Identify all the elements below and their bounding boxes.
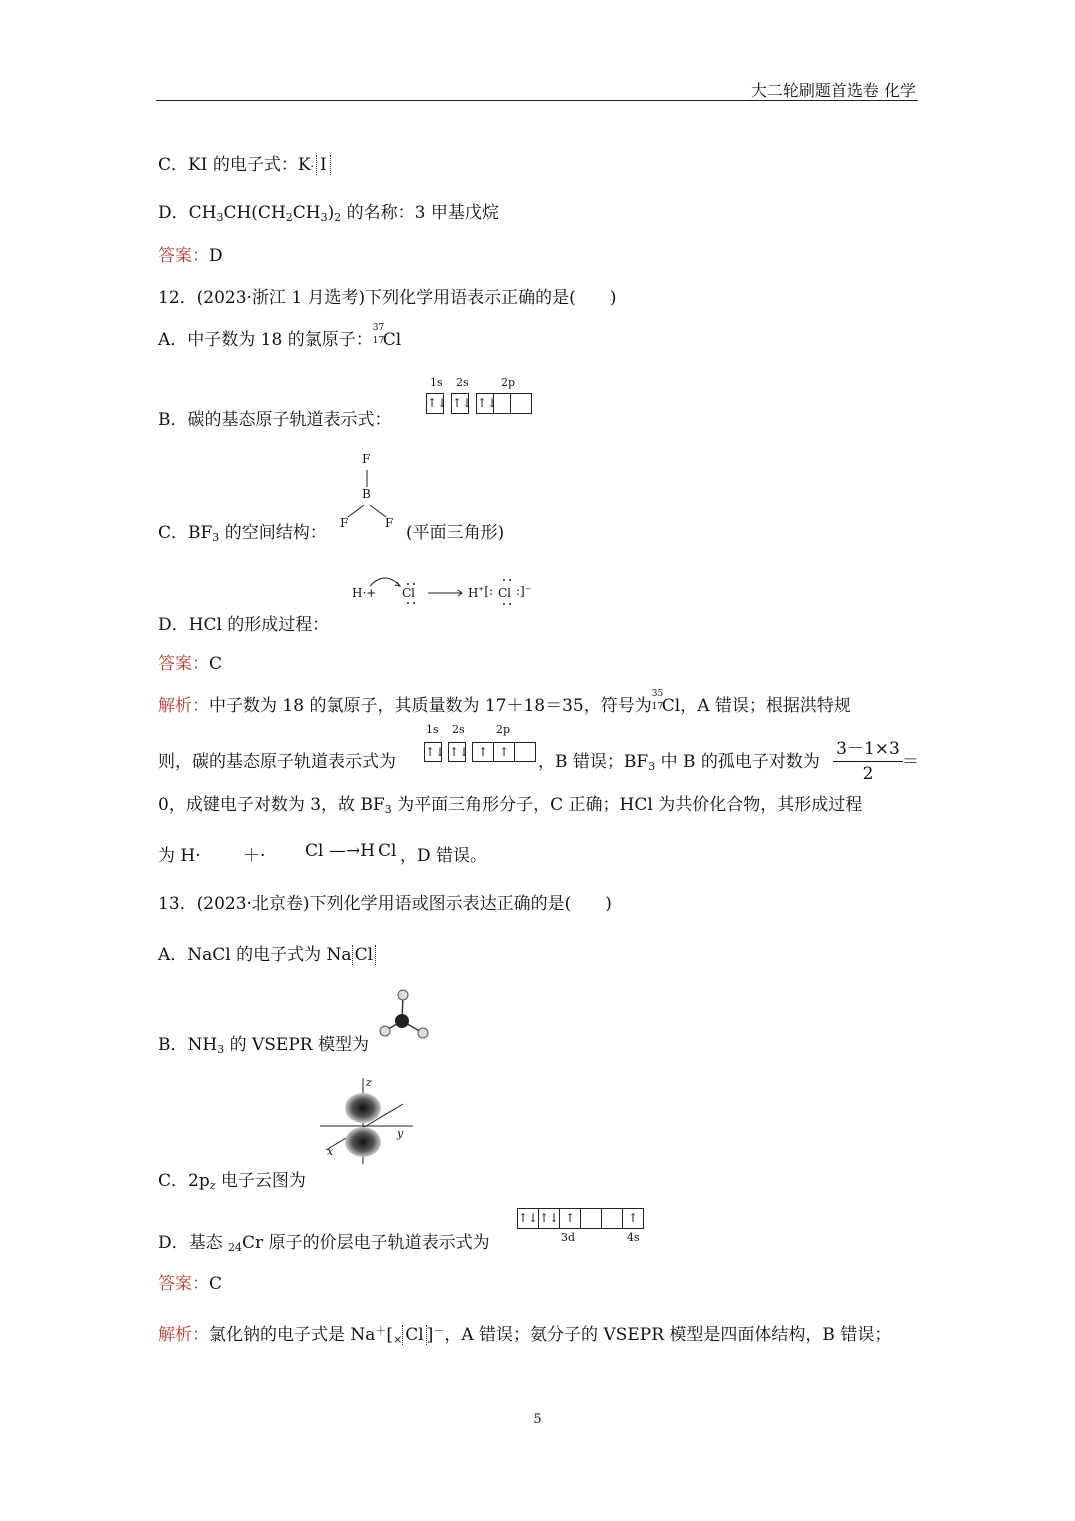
orbital-cell: ↑↓ [449, 745, 470, 759]
q12-analysis-4-arrow: —→H [329, 841, 376, 861]
orbital-cell: ↑ [494, 743, 515, 761]
q11-answer [158, 241, 223, 266]
q13-option-b [158, 1030, 369, 1056]
hcl-bracket-r: :]⁻ [516, 584, 532, 598]
q13-analysis-1: 氯化钠的电子式是 Na [209, 1325, 376, 1345]
orbital-box-2s [451, 393, 473, 414]
q12-answer [158, 649, 222, 674]
fraction-numerator: 3－1×3 [836, 739, 900, 759]
q11-d-post: ) [327, 203, 335, 223]
q12-analysis-line-3 [158, 790, 862, 816]
orbital-cell [602, 1209, 622, 1228]
axis-x: x [327, 1145, 334, 1158]
orbital-cell: ↑↓ [425, 745, 446, 759]
q12-analysis-line-2 [158, 747, 396, 772]
q13-analysis-cl: Cl [402, 1325, 426, 1345]
q12-analysis-line-2b [538, 747, 820, 773]
orbital-cell [511, 394, 531, 413]
answer-label: 答案： [158, 1274, 209, 1294]
orbital-label-4s: 4s [627, 1231, 640, 1244]
orbital-box-1s [426, 393, 448, 414]
q12-analysis-3: 0，成键电子对数为 3，故 BF [158, 795, 385, 815]
charge-plus: ＋ [375, 1324, 387, 1337]
answer-value: C [209, 654, 223, 674]
axis-z: z [366, 1076, 372, 1089]
q12-option-c [158, 518, 327, 544]
bf3-atom-f-top: F [362, 452, 371, 466]
q12-analysis-1-post: ，A 错误；根据洪特规 [680, 696, 851, 716]
q13-b-text: B．NH [158, 1035, 218, 1055]
bf3-atom-f-left: F [340, 516, 349, 530]
q11-option-c: C．KI 的电子式：K· I [158, 150, 331, 175]
answer-label: 答案： [158, 654, 209, 674]
sub-24: 24 [228, 1241, 243, 1254]
q13-stem: 13．(2023·北京卷)下列化学用语或图示表达正确的是( ) [158, 894, 612, 914]
answer-label: 答案： [158, 246, 209, 266]
header-title: 大二轮刷题首选卷 化学 [750, 81, 916, 100]
orbital-cell: ↑↓ [518, 1209, 539, 1228]
q12-analysis-2-post2: 中 B 的孤电子对数为 [655, 752, 820, 772]
q12-analysis-2-pre: 则，碳的基态原子轨道表示式为 [158, 752, 396, 772]
sub-3: 3 [648, 760, 656, 773]
lone-pair-fraction [833, 734, 903, 784]
analysis-label: 解析： [158, 1325, 209, 1345]
orbital-cell: ↑ [627, 1211, 639, 1225]
q12-c-post: 的空间结构： [219, 523, 327, 543]
electron-cross: × [393, 1333, 403, 1346]
q12-analysis-line-1 [158, 691, 851, 716]
analysis-orbital-2s [448, 742, 470, 762]
sub-z: z [209, 1179, 216, 1192]
bf3-atom-f-right: F [385, 516, 394, 530]
q12-analysis-line-4 [158, 841, 201, 866]
analysis-orbital-1s [424, 742, 446, 762]
orbital-label-2s: 2s [452, 723, 465, 736]
q12-analysis-4-plus: ＋· [243, 846, 266, 866]
q12-analysis-4-cl2: Cl [378, 841, 397, 861]
orbital-cell: ↑↓ [427, 396, 448, 410]
hcl-formation-diagram [350, 572, 540, 608]
orbital-cell: ↑↓ [452, 396, 473, 410]
q13-analysis-1-post: ，A 错误；氨分子的 VSEPR 模型是四面体结构，B 错误； [444, 1325, 892, 1345]
q11-option-d [158, 198, 499, 224]
q12-analysis-3-post: 为平面三角形分子，C 正确；HCl 为共价化合物，其形成过程 [391, 795, 863, 815]
sub-3: 3 [217, 1043, 225, 1056]
q12-a-symbol: Cl [382, 330, 402, 350]
q12-c-note: (平面三角形) [406, 523, 505, 543]
q12-option-d: D．HCl 的形成过程： [158, 615, 330, 635]
page-header [156, 74, 918, 101]
orbital-label-2p: 2p [501, 376, 516, 389]
orbital-label-2p: 2p [496, 723, 511, 736]
q12-analysis-4-pre: 为 H· [158, 846, 201, 866]
q13-option-d [158, 1228, 490, 1254]
q13-answer [158, 1269, 222, 1294]
q11-c-text: C．KI 的电子式：K [158, 155, 311, 175]
hcl-left: H·+ [352, 586, 377, 600]
q12-analysis-2-post: ，B 错误；BF [538, 752, 649, 772]
orbital-cell: ↑ [473, 743, 494, 761]
q13-b-post: 的 VSEPR 模型为 [224, 1035, 369, 1055]
orbital-box-2p [476, 393, 532, 414]
q12-analysis-4-post: ，D 错误。 [400, 846, 488, 866]
orbital-label-2s: 2s [456, 376, 469, 389]
orbital-label-1s: 1s [426, 723, 439, 736]
orbital-cell: ↑ [560, 1209, 581, 1228]
orbital-cell [515, 743, 535, 761]
q12-c-text: C．BF [158, 523, 213, 543]
sub-3: 3 [320, 211, 328, 224]
answer-value: D [209, 246, 223, 266]
q13-d-pre: D．基态 [158, 1233, 229, 1253]
q11-d-mid2: CH [292, 203, 321, 223]
analysis-orbital-2p [472, 742, 536, 762]
sub-2: 2 [334, 211, 342, 224]
q11-d-mid1: CH(CH [223, 203, 286, 223]
hcl-bracket-l: ⁺[: [478, 584, 494, 598]
answer-value: C [209, 1274, 223, 1294]
atomic-number: 17 [372, 336, 385, 346]
q11-c-formula: I [316, 155, 331, 175]
q12-analysis-4-cl: Cl [305, 841, 324, 861]
q12-option-a [158, 325, 401, 350]
q13-option-a [158, 940, 376, 965]
analysis-label: 解析： [158, 696, 209, 716]
orbital-label-3d: 3d [561, 1231, 576, 1244]
q12-analysis-1-sym: Cl [661, 696, 681, 716]
q13-d-post: Cr 原子的价层电子轨道表示式为 [242, 1233, 490, 1253]
orbital-label-1s: 1s [430, 376, 443, 389]
orbital-cell: ↑↓ [539, 1209, 560, 1228]
sub-2: 2 [285, 211, 293, 224]
bracket-close: ] [426, 1325, 434, 1345]
q11-d-suffix: 的名称：3 甲基戊烷 [341, 203, 499, 223]
q13-a-cl: Cl [352, 945, 376, 965]
charge-minus: － [433, 1324, 445, 1337]
orbital-cell [581, 1209, 602, 1228]
axis-y: y [397, 1127, 404, 1140]
hcl-right: H [468, 586, 479, 600]
hcl-cl: Cl [402, 586, 416, 600]
bf3-atom-b: B [362, 487, 371, 501]
q12-analysis-1: 中子数为 18 的氯原子，其质量数为 17＋18＝35，符号为 [209, 696, 652, 716]
fraction-denominator: 2 [862, 764, 874, 784]
atomic-number: 17 [651, 702, 664, 712]
fraction-equals: ＝ [902, 752, 919, 772]
q13-a-text: A．NaCl 的电子式为 Na [158, 945, 352, 965]
nh3-vsepr-model [375, 985, 435, 1045]
page-number: 5 [533, 1412, 542, 1427]
q12-stem: 12．(2023·浙江 1 月选考)下列化学用语表示正确的是( ) [158, 288, 617, 308]
fraction-bar [833, 761, 903, 762]
q11-d-pre: D．CH [158, 203, 217, 223]
cr-orbital-4s [622, 1208, 644, 1229]
sub-3: 3 [212, 531, 220, 544]
cr-orbital-3d [517, 1208, 623, 1229]
mass-number: 35 [651, 689, 664, 699]
q13-c-post: 电子云图为 [215, 1171, 306, 1191]
orbital-cell [494, 394, 511, 413]
orbital-cell: ↑↓ [477, 394, 494, 413]
q12-option-b: B．碳的基态原子轨道表示式： [158, 410, 392, 430]
mass-number: 37 [372, 323, 385, 333]
hcl-cl-2: Cl [498, 586, 512, 600]
q12-a-text: A．中子数为 18 的氯原子： [158, 330, 373, 350]
sub-3: 3 [216, 211, 224, 224]
bracket-open: [ [386, 1325, 394, 1345]
sub-3: 3 [384, 803, 392, 816]
q13-option-c [158, 1166, 306, 1192]
q13-analysis-line-1 [158, 1320, 891, 1346]
q13-c-text: C．2p [158, 1171, 210, 1191]
